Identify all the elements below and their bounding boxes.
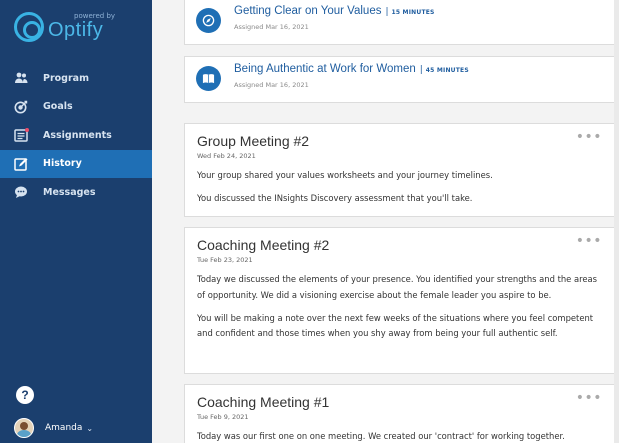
sidebar-item-program[interactable]: [0, 64, 152, 93]
brand-name: Optify: [48, 19, 104, 41]
scrollbar[interactable]: [614, 0, 619, 443]
assignment-date: Assigned Mar 16, 2021: [234, 23, 309, 31]
history-title: Coaching Meeting #2: [197, 237, 330, 253]
notification-dot: [25, 128, 29, 132]
compass-icon: [196, 8, 221, 33]
sidebar-item-label: Goals: [43, 101, 73, 113]
sidebar-item-goals[interactable]: [0, 93, 152, 122]
more-options-icon[interactable]: •••: [575, 233, 602, 249]
assignment-title[interactable]: Being Authentic at Work for Women: [234, 63, 416, 75]
avatar: [14, 418, 34, 438]
sidebar-item-label: Messages: [43, 186, 96, 198]
assignment-card[interactable]: [184, 56, 615, 103]
assignment-duration: 15 MINUTES: [391, 9, 435, 16]
history-card: [184, 384, 615, 443]
history-date: Wed Feb 24, 2021: [197, 152, 256, 160]
sidebar-item-history[interactable]: [0, 150, 152, 179]
history-date: Tue Feb 23, 2021: [197, 256, 253, 264]
powered-by-label: powered by: [74, 12, 116, 20]
user-name: Amanda: [45, 423, 83, 433]
history-card: [184, 227, 615, 374]
assignment-card[interactable]: [184, 0, 615, 45]
history-paragraph: You discussed the INsights Discovery assessment that you'll take.: [197, 192, 473, 203]
sidebar: [0, 0, 152, 443]
more-options-icon[interactable]: •••: [575, 129, 602, 145]
sidebar-item-label: History: [43, 158, 82, 170]
target-icon: [14, 100, 28, 114]
more-options-icon[interactable]: •••: [575, 390, 602, 406]
history-paragraph: Your group shared your values worksheets and your journey timelines.: [197, 170, 493, 180]
optify-logo[interactable]: [14, 12, 144, 46]
history-paragraph: You will be making a note over the next few weeks of the situations where you feel competent and confident and those times when you shy away from being your full authentic self.: [197, 312, 594, 339]
history-paragraph: Today we discussed the elements of your presence. You identified your strengths and the areas of opportunity. We did a visioning exercise about the female leader you aspire to be.: [197, 274, 598, 300]
history-card: [184, 123, 615, 217]
history-title: Group Meeting #2: [197, 133, 310, 149]
history-notes: [197, 429, 600, 443]
chevron-down-icon: ⌄: [86, 423, 94, 433]
optify-logo-mark: [14, 12, 44, 42]
history-title: Coaching Meeting #1: [197, 394, 330, 410]
sidebar-item-messages[interactable]: [0, 178, 152, 207]
history-notes: [197, 272, 600, 349]
chat-bubble-icon: [14, 185, 28, 199]
sidebar-nav: [0, 64, 152, 207]
assignment-title[interactable]: Getting Clear on Your Values: [234, 5, 382, 17]
sidebar-item-label: Assignments: [43, 129, 112, 141]
assignment-duration: 45 MINUTES: [425, 67, 469, 74]
history-paragraph: Today was our first one on one meeting. We created our 'contract' for working together.: [197, 431, 565, 441]
people-icon: [14, 71, 28, 85]
history-notes: [197, 168, 600, 214]
book-icon: [196, 66, 221, 91]
history-date: Tue Feb 9, 2021: [197, 413, 249, 421]
title-separator: |: [385, 7, 389, 17]
help-icon[interactable]: ?: [16, 386, 34, 404]
title-separator: |: [419, 65, 423, 75]
main-content: [152, 0, 619, 443]
sidebar-item-label: Program: [43, 72, 89, 84]
assignment-date: Assigned Mar 16, 2021: [234, 81, 309, 89]
sidebar-item-assignments[interactable]: [0, 121, 152, 150]
user-menu[interactable]: [14, 418, 93, 438]
history-edit-icon: [14, 157, 28, 171]
